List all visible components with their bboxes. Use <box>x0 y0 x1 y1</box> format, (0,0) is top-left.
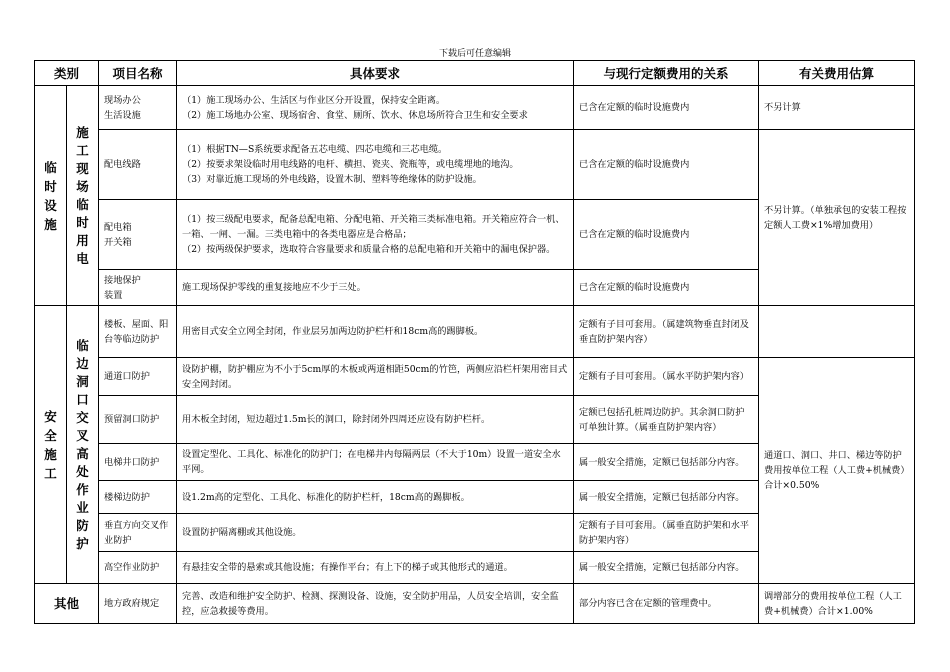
item-relation: 定额有子目可套用。（属水平防护架内容） <box>574 358 759 396</box>
item-estimate: 调增部分的费用按单位工程（人工费+机械费）合计×1.00% <box>759 584 915 624</box>
table-row <box>35 584 915 624</box>
item-relation: 属一般安全措施，定额已包括部分内容。 <box>574 444 759 481</box>
item-requirement: （1）根据TN—S系统要求配备五芯电缆、四芯电缆和三芯电缆。 （2）按要求架设临时用电线路的电杆、横担、瓷夹、瓷瓶等，或电缆埋地的地沟。 （3）对靠近施工现场的外电线路，设置木制、塑料等绝缘体的防护设施。 <box>177 130 574 200</box>
item-name: 现场办公 生活设施 <box>99 86 177 130</box>
merged-estimate-electricity: 不另计算。（单独承包的安装工程按定额人工费×1%增加费用） <box>759 130 915 306</box>
table-row <box>35 86 915 130</box>
item-name: 地方政府规定 <box>99 584 177 624</box>
table-header-row <box>35 61 915 86</box>
header-item-name: 项目名称 <box>99 61 177 86</box>
item-relation: 已含在定额的临时设施费内 <box>574 130 759 200</box>
item-relation: 已含在定额的临时设施费内 <box>574 86 759 130</box>
item-name: 电梯井口防护 <box>99 444 177 481</box>
item-requirement: 完善、改造和维护安全防护、检测、探测设备、设施，安全防护用品，人员安全培训，安全监控，应急救援等费用。 <box>177 584 574 624</box>
table-row <box>35 130 915 200</box>
item-name: 预留洞口防护 <box>99 396 177 444</box>
header-note: 下载后可任意编辑 <box>438 49 511 59</box>
item-relation: 定额有子目可套用。（属建筑物垂直封闭及垂直防护架内容） <box>574 306 759 358</box>
item-relation: 定额有子目可套用。（属垂直防护架和水平防护架内容） <box>574 514 759 552</box>
item-relation: 已含在定额的临时设施费内 <box>574 270 759 306</box>
item-requirement: 设防护棚，防护棚应为不小于5cm厚的木板或两道相距50cm的竹笆，两侧应沿栏杆架用密目式安全网封闭。 <box>177 358 574 396</box>
section-subcategory-electricity: 施 工 现 场 临 时 用 电 <box>67 86 99 306</box>
header-category: 类别 <box>35 61 99 86</box>
item-relation: 定额已包括孔桩周边防护。其余洞口防护可单独计算。（属垂直防护架内容） <box>574 396 759 444</box>
table-row <box>35 306 915 358</box>
item-relation: 属一般安全措施，定额已包括部分内容。 <box>574 552 759 584</box>
header-estimate: 有关费用估算 <box>759 61 915 86</box>
item-requirement: 设1.2m高的定型化、工具化、标准化的防护栏杆，18cm高的踢脚板。 <box>177 481 574 514</box>
item-name: 通道口防护 <box>99 358 177 396</box>
item-name: 高空作业防护 <box>99 552 177 584</box>
item-relation: 部分内容已含在定额的管理费中。 <box>574 584 759 624</box>
item-name: 楼梯边防护 <box>99 481 177 514</box>
item-requirement: （1）施工现场办公、生活区与作业区分开设置，保持安全距离。 （2）施工场地办公室、现场宿舍、食堂、厕所、饮水、休息场所符合卫生和安全要求 <box>177 86 574 130</box>
item-requirement: （1）按三级配电要求，配备总配电箱、分配电箱、开关箱三类标准电箱。开关箱应符合一机、一箱、一闸、一漏。三类电箱中的各类电器应是合格品； （2）按两级保护要求，选取符合容量要求和质量合格的总配电箱和开关箱中的漏电保护器。 <box>177 200 574 270</box>
item-relation: 属一般安全措施，定额已包括部分内容。 <box>574 481 759 514</box>
section-subcategory-protection: 临 边 洞 口 交 叉 高 处 作 业 防 护 <box>67 306 99 584</box>
section-category-other: 其他 <box>35 584 99 624</box>
merged-estimate-protection: 通道口、洞口、井口、梯边等防护费用按单位工程（人工费+机械费）合计×0.50% <box>759 358 915 584</box>
section-category-temporary: 临 时 设 施 <box>35 86 67 306</box>
section-category-safety: 安 全 施 工 <box>35 306 67 584</box>
item-name: 垂直方向交叉作业防护 <box>99 514 177 552</box>
item-name: 楼板、屋面、阳台等临边防护 <box>99 306 177 358</box>
item-requirement: 有悬挂安全带的悬索或其他设施；有操作平台；有上下的梯子或其他形式的通道。 <box>177 552 574 584</box>
item-name: 配电线路 <box>99 130 177 200</box>
item-requirement: 设置防护隔离棚或其他设施。 <box>177 514 574 552</box>
item-name: 接地保护 装置 <box>99 270 177 306</box>
cost-table <box>34 60 915 624</box>
table-row <box>35 358 915 396</box>
item-requirement: 用密目式安全立网全封闭，作业层另加两边防护栏杆和18cm高的踢脚板。 <box>177 306 574 358</box>
item-requirement: 施工现场保护零线的重复接地应不少于三处。 <box>177 270 574 306</box>
header-requirement: 具体要求 <box>177 61 574 86</box>
item-estimate: 不另计算 <box>759 86 915 130</box>
item-estimate <box>759 306 915 358</box>
item-requirement: 用木板全封闭，短边超过1.5m长的洞口，除封闭外四周还应设有防护栏杆。 <box>177 396 574 444</box>
header-relation: 与现行定额费用的关系 <box>574 61 759 86</box>
item-requirement: 设置定型化、工具化、标准化的防护门；在电梯井内每隔两层（不大于10m）设置一道安全水平网。 <box>177 444 574 481</box>
item-name: 配电箱 开关箱 <box>99 200 177 270</box>
item-relation: 已含在定额的临时设施费内 <box>574 200 759 270</box>
